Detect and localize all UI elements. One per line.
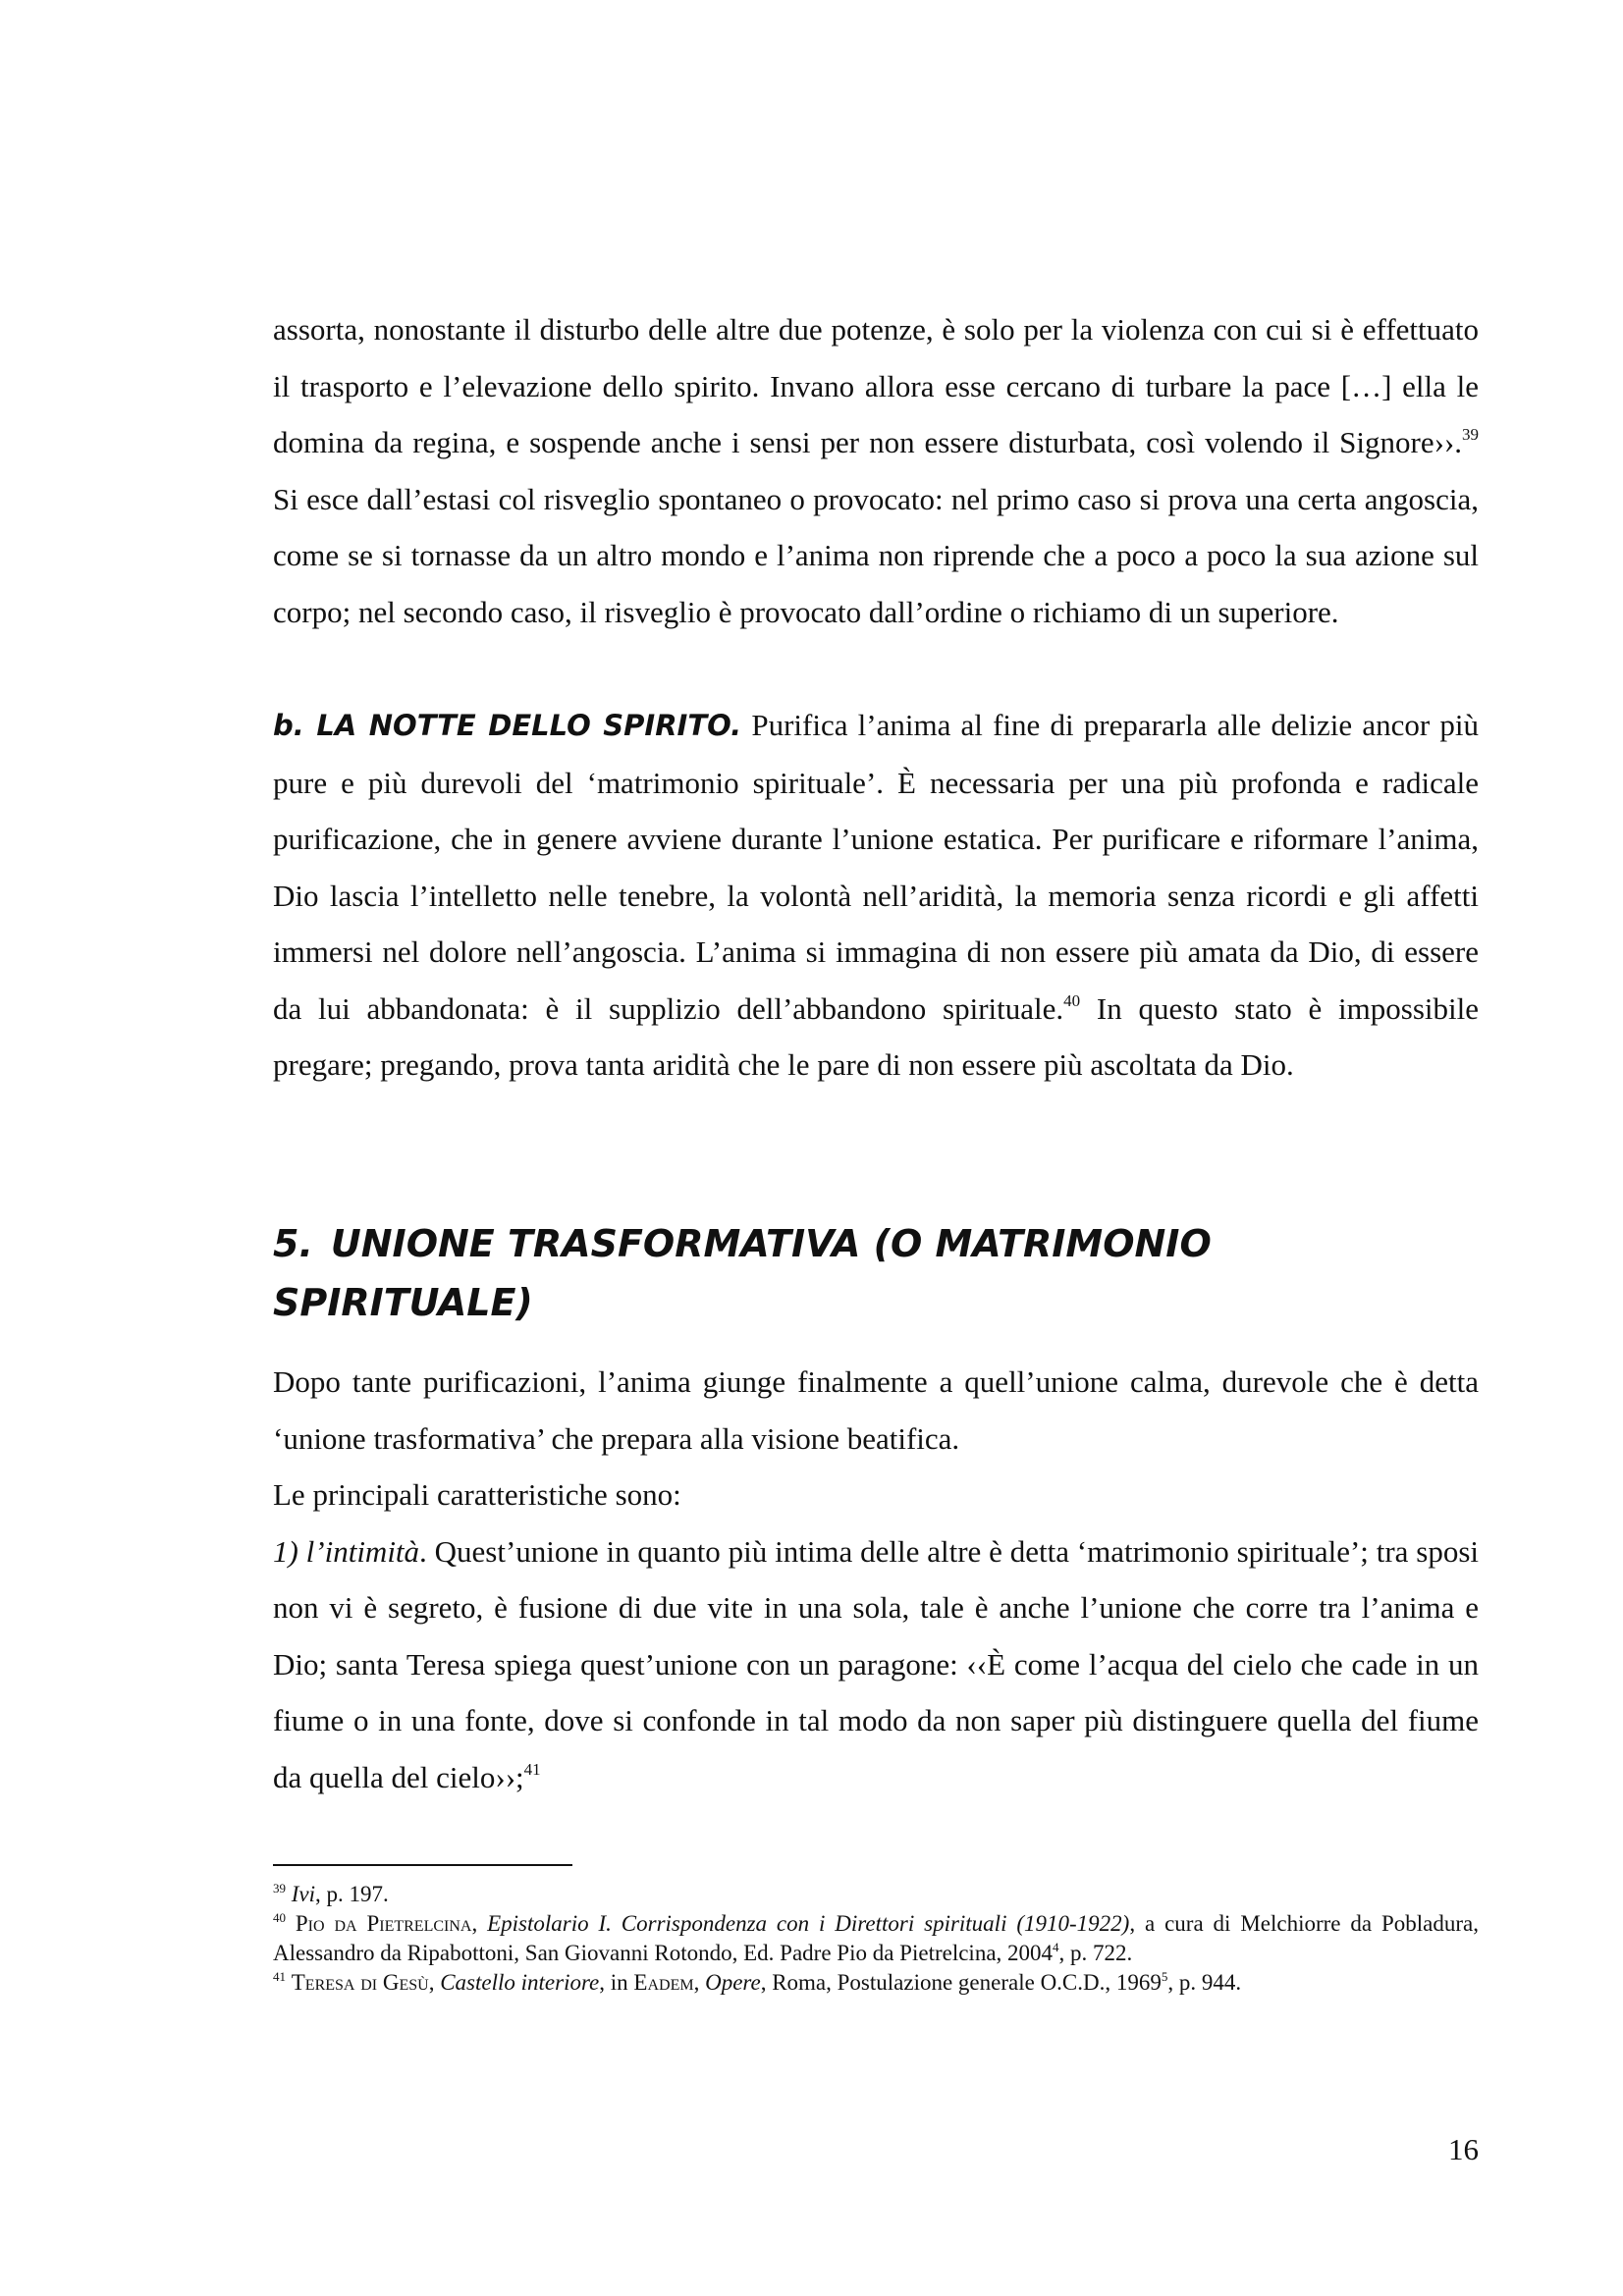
subsection-label: b. LA NOTTE DELLO SPIRITO.: [273, 709, 742, 742]
section-number: 5.: [273, 1222, 313, 1265]
footnote-41: $^{41}$ Teresa di Gesù, Castello interiore, in Eadem, Opere, Roma, Postulazione generale O.C.D., 1969$^5$, p. 944.: [273, 1969, 1242, 1995]
footnote-work-title: Ivi: [291, 1882, 316, 1906]
footnote-text: , p. 722.: [1058, 1941, 1133, 1965]
paragraph-text: . Quest’unione in quanto più intima delle altre è detta ‘matrimonio spirituale’; tra sposi non vi è segreto, è fusione di due vite in una sola, tale è anche l’unione che corre tra l’anima e Dio; santa Teresa spiega quest’unione con un paragone: ‹‹È come l’acqua del cielo che cade in un fiume o in una fonte, dove si confonde in tal modo da non saper più distinguere quella del fiume da quella del cielo››;: [273, 1533, 1479, 1794]
footnote-40: $^{40}$ Pio da Pietrelcina, Epistolario I. Corrispondenza con i Direttori spirituali (1910-1922), a cura di Melchiorre da Pobladura, Alessandro da Ripabottoni, San Giovanni Rotondo, Ed. Padre Pio da Pietrelcina, 2004$^4$, p. 722.: [273, 1910, 1479, 1965]
edition-superscript: 5: [1161, 1969, 1168, 1984]
page-number: 16: [1448, 2132, 1479, 2166]
footnote-separator: [273, 1864, 572, 1866]
footnote-text: , p. 944.: [1167, 1970, 1242, 1995]
paragraph-text: assorta, nonostante il disturbo delle altre due potenze, è solo per la violenza con cui si è effettuato il trasporto e l’elevazione dello spirito. Invano allora esse cercano di turbare la pace […] ella le domina da regina, e sospende anche i sensi per non essere disturbata, così volendo il Signore››.: [273, 312, 1479, 459]
footnote-author: Teresa di Gesù: [291, 1970, 429, 1995]
edition-superscript: 4: [1053, 1940, 1059, 1954]
footnote-ref-39[interactable]: 39: [1462, 425, 1479, 444]
footnote-ref-40[interactable]: 40: [1063, 990, 1081, 1010]
section-5-body: [273, 1354, 1479, 1805]
footnote-author: Pio da Pietrelcina: [295, 1911, 472, 1936]
footnote-number: 41: [273, 1969, 286, 1984]
footnote-work-title: Epistolario I. Corrispondenza con i Direttori spirituali (1910-1922): [487, 1911, 1130, 1936]
list-item-label: 1) l’intimità: [273, 1533, 420, 1569]
paragraph-notte-spirito: [273, 697, 1479, 1094]
footnote-text: , a cura di Melchiorre da Pobladura, Alessandro da Ripabottoni, San Giovanni Rotondo, Ed. Padre Pio da Pietrelcina, 2004: [273, 1911, 1479, 1965]
paragraph-text: Si esce dall’estasi col risveglio spontaneo o provocato: nel primo caso si prova una certa angoscia, come se si tornasse da un altro mondo e l’anima non riprende che a poco a poco la sua azione sul corpo; nel secondo caso, il risveglio è provocato dall’ordine o richiamo di un superiore.: [273, 481, 1479, 629]
footnote-eadem: Eadem: [633, 1970, 694, 1995]
paragraph-ecstasy: [273, 301, 1479, 640]
footnote-39: [273, 1880, 1479, 1909]
footnote-ref-41[interactable]: 41: [523, 1759, 541, 1779]
paragraph-characteristics: Le principali caratteristiche sono:: [273, 1477, 681, 1512]
section-title: UNIONE TRASFORMATIVA (O MATRIMONIO SPIRITUALE): [273, 1222, 1212, 1324]
paragraph-intro: Dopo tante purificazioni, l’anima giunge finalmente a quell’unione calma, durevole che è detta ‘unione trasformativa’ che prepara alla visione beatifica.: [273, 1364, 1479, 1456]
footnote-number: 40: [273, 1910, 286, 1925]
paragraph-text: In questo stato è impossibile pregare; pregando, prova tanta aridità che le pare di non essere più ascoltata da Dio.: [273, 990, 1479, 1082]
footnote-text: , p. 197.: [315, 1882, 389, 1906]
section-heading: [273, 1214, 1479, 1332]
footnotes: [273, 1880, 1479, 1998]
footnote-work-title: Opere: [705, 1970, 761, 1995]
paragraph-text: Purifica l’anima al fine di prepararla alle delizie ancor più pure e più durevoli del ‘matrimonio spirituale’. È necessaria per una più profonda e radicale purificazione, che in genere avviene durante l’unione estatica. Per purificare e riformare l’anima, Dio lascia l’intelletto nelle tenebre, la volontà nell’aridità, la memoria senza ricordi e gli affetti immersi nel dolore nell’angoscia. L’anima si immagina di non essere più amata da Dio, di essere da lui abbandonata: è il supplizio dell’abbandono spirituale.: [273, 708, 1479, 1026]
paragraph-intimita: [273, 1523, 1479, 1806]
footnote-work-title: Castello interiore: [440, 1970, 600, 1995]
footnote-text: , Roma, Postulazione generale O.C.D., 1969: [760, 1970, 1162, 1995]
footnote-number: 39: [273, 1881, 286, 1896]
